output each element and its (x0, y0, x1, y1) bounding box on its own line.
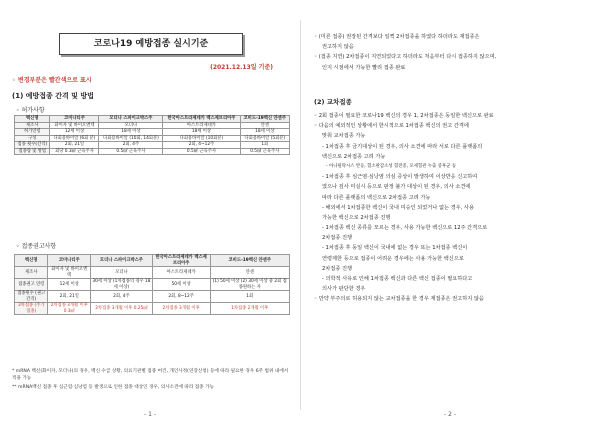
text-line: 2차접종 진행 (322, 235, 353, 242)
text-line: 의사가 판단한 경우 (322, 286, 366, 293)
table-cell: 2회, 4~12주 (163, 142, 240, 149)
subheading-approval: ◦ 허가사항 (16, 107, 45, 114)
footnote-2: ** mRNA백신 접종 후 심근염·심낭염 등 발생으로 인한 접종 대상인 경우, 의사소견에 따라 접종 가능 (12, 385, 214, 390)
table-cell: 0.5㎖ 근육주사 (163, 148, 240, 155)
page-title: 코로나19 예방접종 실시기준 (59, 33, 243, 55)
table-cell: 1회 (240, 142, 289, 149)
text-line: 백신으로 2차접종 고려 가능 (322, 153, 386, 160)
table-cell: 18세 이상 (240, 129, 289, 136)
text-line: ◦ (접종 지연) 2차접종이 지연되었다고 하더라도 처음부터 다시 접종하지 않으며, (314, 54, 497, 61)
table-header-cell: 모더나 스파이크박스주 (91, 255, 153, 267)
text-line: - 의학적 사유로 인해 1차접종 백신과 다른 백신 접종이 필요하다고 (322, 276, 473, 282)
table-cell: 다회용바이알 (6회 분) (50, 135, 99, 142)
text-line: 권고하지 않음 (322, 44, 354, 51)
table-header-cell: 코비드-19백신 얀센주 (240, 116, 289, 123)
table-cell: 12세 이상 (48, 279, 91, 291)
table-header-cell: 코비드-19백신 얀센주 (210, 255, 290, 267)
table-cell: 모더나 (99, 122, 163, 129)
table-cell: 2회, 4주 (99, 142, 163, 149)
table-cell: 얀센 (210, 267, 290, 279)
table-row (15, 135, 290, 142)
table-cell: 다회용바이알 (5회분) (240, 135, 289, 142)
table-cell: 얀센 (240, 122, 289, 129)
table-cell: 허가연령 (15, 129, 50, 136)
table-cell: 모더나 (91, 267, 153, 279)
text-line: 따라 다른 플랫폼의 백신으로 2차접종 고려 가능 (322, 194, 431, 201)
text-line: - 1차접종 후 동일 백신이 국내에 없는 경우 또는 1차접종 백신이 (322, 245, 468, 252)
table-cell: 2회, 4주 (91, 291, 153, 303)
text-line: - 아나필락시스 반응, 혈소판감소성 혈전증, 모세혈관 누출 증후군 등 (326, 163, 457, 169)
table-header-cell: 한국아스트라제네카 백스제브리아주 (163, 116, 240, 123)
table-cell: 구성 (15, 135, 50, 142)
table-cell: 2회, 8~12주 (152, 291, 210, 303)
text-line: - 해외에서 1차접종한 백신이 국내 미승인 되었거나 없는 경우, 사용 (322, 204, 474, 211)
page-number: - 2 - (444, 411, 456, 418)
table-header-cell: 코미나티주 (48, 255, 91, 267)
text-line: 연령제한 등으로 접종이 어려운 경우에는 사용 가능한 백신으로 (322, 255, 464, 262)
section-2-heading: (2) 교차접종 (314, 98, 352, 106)
text-line: 맞춰 교차접종 가능 (322, 133, 366, 140)
approval-table (14, 115, 290, 155)
table-cell: 2회, 21일 (48, 291, 91, 303)
text-line: - 1차접종 백신 종류를 모르는 경우, 사용 가능한 백신으로 12주 간격으로 (322, 225, 488, 232)
table-cell: 18세 이상 (163, 129, 240, 136)
table-cell: 12세 이상 (50, 129, 99, 136)
subheading-recommendation: ◦ 접종권고사항 (16, 243, 57, 250)
table-cell: 50세 이상 (152, 279, 210, 291)
text-line: 인지 시점에서 가능한 빨리 접종 완료 (322, 64, 406, 71)
text-line: 가능한 백신으로 2차접종 진행 (322, 214, 391, 221)
table-cell: 1회 (210, 291, 290, 303)
cross-vaccination-notes (314, 112, 586, 306)
table-row (15, 148, 290, 155)
change-note: ◦ 변경부분은 빨간색으로 표시 (12, 77, 92, 84)
table-cell: 2차접종 3개월 이후 0.25㎖ (91, 303, 153, 315)
table-cell: 2회, 21일 (50, 142, 99, 149)
table-cell: 0.5㎖ 근육주사 (99, 148, 163, 155)
table-cell: 2차접종 3개월 이후 0.3㎖ (48, 303, 91, 315)
table-cell: 접종 횟수(간격) (15, 142, 50, 149)
table-header-cell: 백신명 (15, 255, 48, 267)
text-line: ◦ 다음의 예외적인 상황에서 한시적으로 1차접종 백신의 권고 간격에 (314, 123, 469, 130)
text-line: - 1차접종 후 심근염·심낭염 의심 증상이 발생하여 이상반응 신고하여 (322, 174, 478, 181)
table-cell: 접종량 및 방법 (15, 148, 50, 155)
table-cell: 회당 0.3㎖ 근육주사 (50, 148, 99, 155)
table-cell: 아스트라제네카 (163, 122, 240, 129)
table-cell: 1차접종 2개월 이후 (210, 303, 290, 315)
table-cell: 제조사 (15, 267, 48, 279)
table-row (15, 279, 290, 291)
table-cell: 30세 이상 (1차접종의 경우 18세 이상) (92, 279, 151, 290)
table-cell: 화이자 및 바이오엔텍 (48, 267, 91, 279)
table-row (15, 291, 290, 303)
table-row (15, 303, 290, 315)
table-header-cell: 모더나 스파이크박스주 (99, 116, 163, 123)
table-cell: 다회용바이알 (10회분) (163, 135, 240, 142)
table-cell: 아스트라제네카 (152, 267, 210, 279)
table-cell: 화이자 및 바이오엔텍 (50, 122, 99, 129)
reference-date: (2021.12.13일 기준) (210, 64, 273, 71)
section-1-heading: (1) 예방접종 간격 및 방법 (12, 92, 94, 100)
table-cell: (1) 50세 이상 (2) 30세 이상 중 2회 접종원하는 자 (210, 279, 290, 291)
text-line: 2차접종 진행 (322, 265, 353, 272)
text-line: ◦ 2회 접종이 필요한 코로나19 백신의 경우 1, 2차접종은 동일한 백신으로 완료 (314, 113, 494, 119)
text-line: 였으나 검사 미실시 등으로 판정 불가 대상이 된 경우, 의사 소견에 (322, 184, 471, 191)
table-cell: 다회용바이알 (10회, 14회분) (99, 135, 163, 142)
text-line: ◦ (미른 접종) 권장된 간격보다 일찍 2차접종을 하였다 하더라도 재접종은 (314, 34, 480, 40)
table-cell: 2차접종 3개월 이후 (152, 303, 210, 315)
table-header-cell: 코미나티주 (50, 116, 99, 123)
recommendation-table (14, 254, 290, 315)
table-cell: 18세 이상 (99, 129, 163, 136)
table-cell: 제조사 (15, 122, 50, 129)
page-number: - 1 - (144, 411, 156, 418)
table-cell: 접종권고 연령 (15, 279, 48, 291)
interval-notes (314, 33, 586, 74)
table-cell: 접종횟수 (권고간격) (15, 291, 48, 303)
table-header-cell: 백신명 (15, 116, 50, 123)
page-2 (300, 0, 600, 424)
footnote-1: * mRNA 백신(화이자, 모더나)의 경우, 백신 수급 상황, 의료기관별 접종 여건, 개인사정(연장신청) 등에 따라 필요한 경우 6주 범위 내에서 적용 가능 (12, 369, 289, 381)
table-cell: 3차접종 (추가접종) (15, 303, 48, 315)
text-line: - 1차접종 후 금기대상이 된 경우, 의사 소견에 따라 서로 다른 플랫폼의 (322, 143, 483, 150)
table-header-cell: 한국아스트라제네카 백스제브리아주 (152, 255, 210, 267)
text-line: ◦ 만약 부주의로 허용되지 않는 교차접종을 한 경우 재접종은 권고하지 않음 (314, 296, 484, 303)
table-cell: 0.5㎖ 근육주사 (240, 148, 289, 155)
table-row (15, 267, 290, 279)
